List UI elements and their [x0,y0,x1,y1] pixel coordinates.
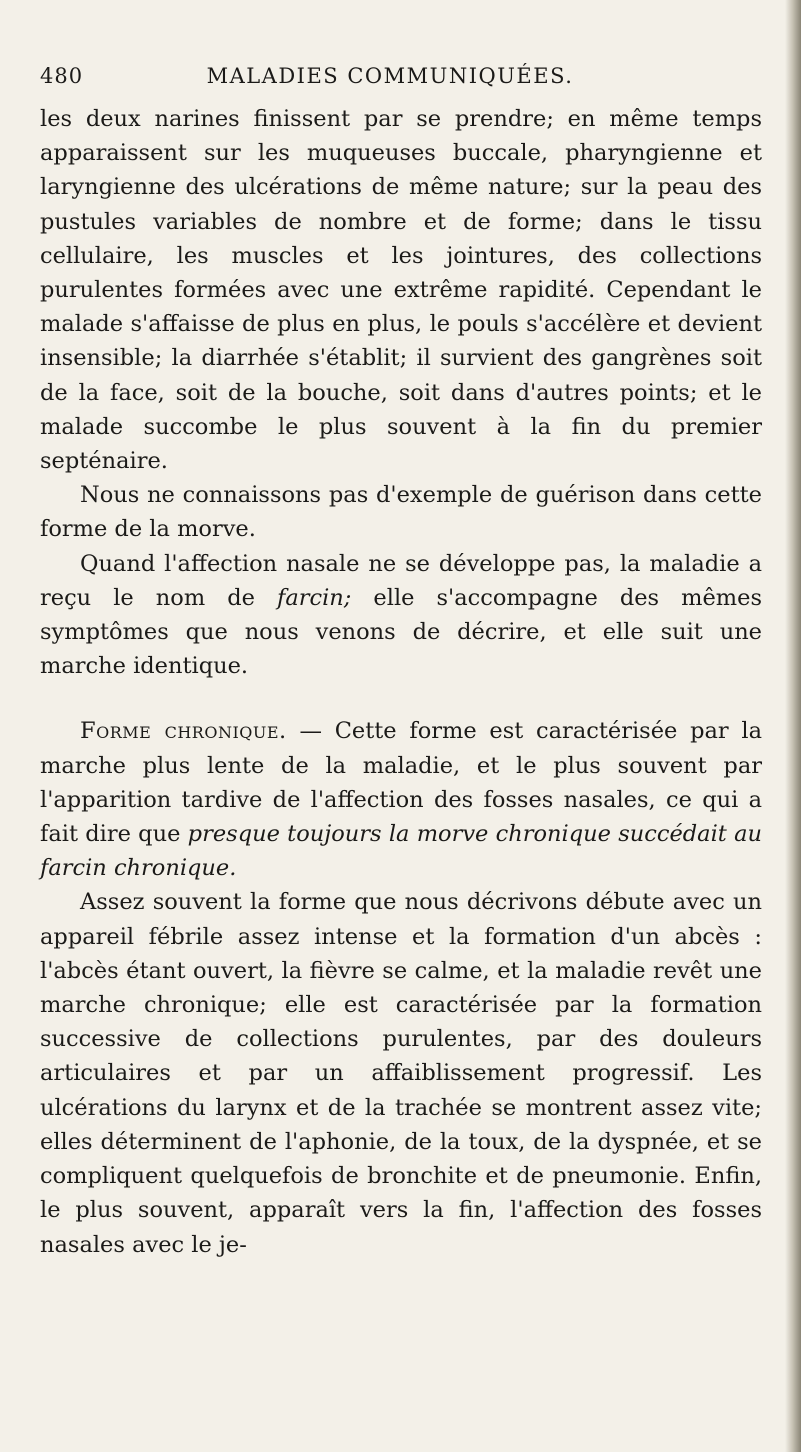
page-number: 480 [40,64,84,88]
body-text [40,102,762,1262]
italic-quote: presque toujours la morve chronique succédait au farcin chronique. [40,821,762,882]
paragraph-text: Assez souvent la forme que nous décrivons débute avec un appareil fébrile assez intense et la formation d'un abcès : l'abcès étant ouvert, la fièvre se calme, et la maladie revêt une marche chronique; elle est caractérisée par la formation successive de collections purulentes, par des douleurs articulaires et par un affaiblissement progressif. Les ulcérations du larynx et de la trachée se montrent assez vite; elles déterminent de l'aphonie, de la toux, de la dyspnée, et se compliquent quelquefois de bronchite et de pneumonie. Enfin, le plus souvent, apparaît vers la fin, l'affection des fosses nasales avec le je- [40,889,762,1258]
paragraph-3 [40,547,762,684]
running-head [40,64,740,94]
section-heading: Forme chronique. [80,718,287,745]
paragraph-5 [40,885,762,1261]
paragraph-text: elle s'accompagne des mêmes symptômes que nous venons de décrire, et elle suit une marche identique. [40,584,762,680]
running-title: MALADIES COMMUNIQUÉES. [206,64,574,88]
paragraph-text: les deux narines finissent par se prendre; en même temps apparaissent sur les muqueuses buccale, pharyngienne et laryngienne des ulcérations de même nature; sur la peau des pustules variables de nombre et de forme; dans le tissu cellulaire, les muscles et les jointures, des collections purulentes formées avec une extrême rapidité. Cependant le malade s'affaisse de plus en plus, le pouls s'accélère et devient insensible; la diarrhée s'établit; il survient des gangrènes soit de la face, soit de la bouche, soit dans d'autres points; et le malade succombe le plus souvent à la fin du premier septénaire. [40,106,762,475]
paragraph-text: Nous ne connaissons pas d'exemple de guérison dans cette forme de la morve. [40,482,762,543]
paragraph-2 [40,478,762,546]
paragraph-4 [40,714,762,885]
page-edge-shadow [785,0,801,1452]
paragraph-1 [40,102,762,478]
paragraph-text: Quand l'affection nasale ne se développe pas, la maladie a reçu le nom de [40,550,762,611]
paragraph-text: — Cette forme est caractérisée par la marche plus lente de la maladie, et le plus souvent par l'apparition tardive de l'affection des fosses nasales, ce qui a fait dire que [40,718,762,848]
italic-term: farcin; [277,584,352,611]
